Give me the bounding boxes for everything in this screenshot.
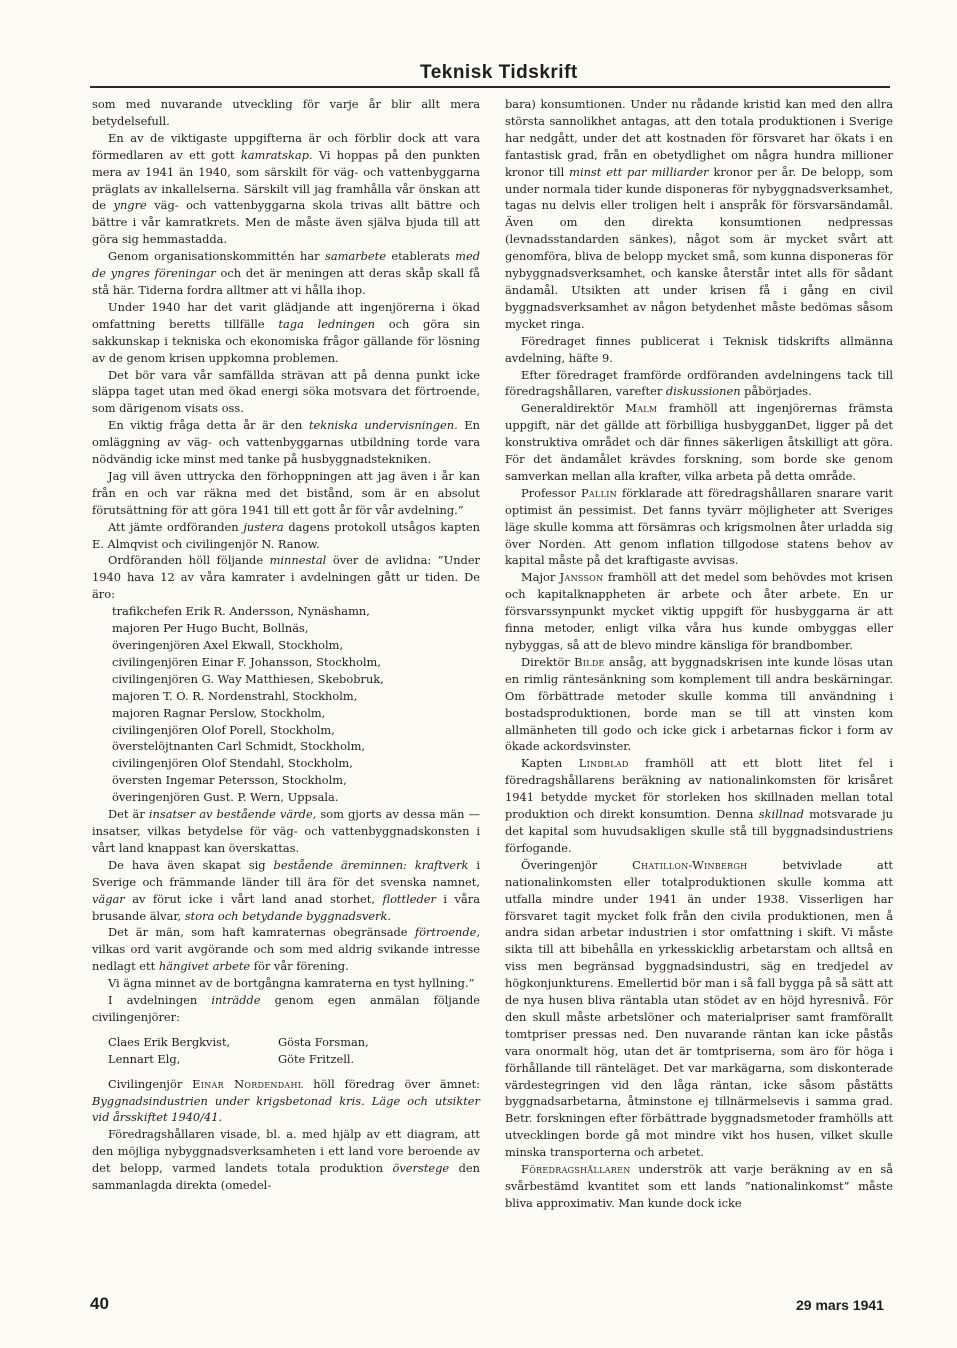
paragraph: Det är insatser av bestående värde, som gjorts av dessa män — insatser, vilkas betydelse för väg- och vattenbyggnadskonsten i vårt land knappast kan överskattas.	[92, 807, 480, 855]
paragraph: De hava även skapat sig bestående äreminnen: kraftverk i Sverige och främmande länder till ära för det svenska namnet, vägar av förut icke i vårt land anad storhet, flottleder i våra brusande älvar, stora och betydande byggnadsverk.	[92, 857, 481, 923]
journal-title: Teknisk Tidskrift	[420, 62, 578, 83]
paragraph: Det är män, som haft kamraternas obegränsade förtroende, vilkas ord varit avgörande och som med aldrig svikande intresse nedlagt ett hängivet arbete för vår förening.	[92, 925, 480, 974]
paragraph: Jag vill även uttrycka den förhoppningen att jag även i år kan från en och var räkna med det bistånd, som är en absolut förutsättning för att göra 1941 till ett gott år för vår avdelning.”	[92, 468, 480, 517]
left-column	[92, 96, 480, 1194]
issue-date: 29 mars 1941	[796, 1297, 884, 1313]
paragraph: Det bör vara vår samfällda strävan att på denna punkt icke släppa taget utan med ökad energi söka motsvara det förtroende, som därigenom visats oss.	[92, 367, 480, 416]
header-rule	[90, 86, 890, 88]
paragraph: Efter föredraget framförde ordföranden avdelningens tack till föredragshållaren, varefter diskussionen påbörjades.	[505, 367, 893, 399]
list-item: majoren T. O. R. Nordenstrahl, Stockholm,	[112, 688, 358, 703]
paragraph: bara) konsumtionen. Under nu rådande kristid kan med den allra största sannolikhet antagas, att den totala produktionen i Sverige har nedgått, under det att kostnaden för försvaret har ökats i en fantastisk grad, från en obetydlighet om några hundra millioner kronor till minst ett par milliarder kronor per år. De belopp, som under normala tider kunde disponeras för nybyggnadsverksamhet, tagas nu delvis eller troligen helt i anspråk för försvarsändamål. Även om den direkta konsumtionen nedpressas (levnadsstandarden sänkes), något som är mycket svårt att genomföra, bliva de belopp mycket små, som kunna disponeras för nybyggnadsverksamhet, och kanske återstår intet alls för sådant ändamål. Utsikten att under krisen få i gång en civil byggnadsverksamhet av någon betydenhet måste bedömas såsom mycket ringa.	[505, 97, 894, 331]
list-item: civilingenjören Olof Porell, Stockholm,	[112, 722, 335, 737]
paragraph: Under 1940 har det varit glädjande att ingenjörerna i ökad omfattning beretts tillfälle taga ledningen och göra sin sakkunskap i tekniska och ekonomiska frågor gällande för lösning av de genom krisen uppkomna problemen.	[92, 299, 480, 365]
right-column	[505, 96, 893, 1212]
paragraph: Föredraget finnes publicerat i Teknisk tidskrifts allmänna avdelning, häfte 9.	[505, 333, 893, 365]
list-item: översten Ingemar Petersson, Stockholm,	[112, 773, 347, 788]
list-item: Gösta Forsman,	[278, 1034, 369, 1049]
paragraph: En viktig fråga detta år är den tekniska undervisningen. En omläggning av väg- och vattenbyggarnas utbildning torde vara nödvändig icke minst med tanke på husbyggnadstekniken.	[92, 418, 481, 467]
paragraph: Professor Pallin förklarade att föredragshållaren snarare varit optimist än pessimist. Det fanns tyvärr möjligheter att Sveriges läge skulle komma att försämras och krigsmolnen åter urladda sig över Norden. Att genom inflation tillgodose statens behov av kapital måste på det kraftigaste avvisas.	[505, 485, 894, 568]
page-number: 40	[90, 1294, 109, 1313]
list-item: majoren Ragnar Perslow, Stockholm,	[112, 705, 326, 720]
list-item: civilingenjören Olof Stendahl, Stockholm,	[112, 756, 353, 771]
paragraph: Civilingenjör Einar Nordendahl höll föredrag över ämnet: Byggnadsindustrien under krigsbetonad kris. Läge och utsikter vid årsskiftet 1940/41.	[92, 1076, 480, 1125]
paragraph: Genom organisationskommittén har samarbete etablerats med de yngres föreningar och det är meningen att deras skåp skall få stå här. Tiderna fordra alltmer att vi hålla ihop.	[92, 249, 480, 297]
paragraph: Kapten Lindblad framhöll att ett blott litet fel i föredragshållarens beräkning av nationalinkomsten för krisåret 1941 betydde mycket för storleken hos skillnaden mellan total produktion och direkt konsumtion. Denna skillnad motsvarade ju det kapital som huvudsakligen skulle stå till byggnadsindustriens förfogande.	[505, 756, 893, 855]
deceased-list	[92, 603, 480, 806]
list-item: trafikchefen Erik R. Andersson, Nynäshamn,	[112, 604, 370, 619]
list-item: civilingenjören Einar F. Johansson, Stockholm,	[112, 654, 381, 669]
list-item: överingenjören Gust. P. Wern, Uppsala.	[112, 790, 339, 805]
list-item: majoren Per Hugo Bucht, Bollnäs,	[112, 621, 309, 636]
paragraph: Generaldirektör Malm framhöll att ingenjörernas främsta uppgift, när det gällde att förbilliga husbygganDet, ligger på det konstruktiva området och där finnes säkerligen åtskilligt att göra. För det ändamålet krävdes forskning, som borde ske genom samverkan mellan alla krafter, vilka arbeta på detta område.	[505, 401, 893, 483]
list-item: Claes Erik Bergkvist,	[108, 1034, 231, 1049]
list-item: överingenjören Axel Ekwall, Stockholm,	[112, 638, 344, 652]
paragraph: Föredragshållaren visade, bl. a. med hjälp av ett diagram, att den möjliga nybyggnadsverksamheten i ett land vore beroende av det belopp, varmed landets totala produktion överstege den sammanlagda direkta (omedel-	[92, 1127, 480, 1193]
paragraph: Föredragshållaren underströk att varje beräkning av en så svårbestämd kvantitet som ett lands ”nationalinkomst” måste bliva approximativ. Man kunde dock icke	[505, 1162, 893, 1210]
paragraph: Att jämte ordföranden justera dagens protokoll utsågos kapten E. Almqvist och civilingenjör N. Ranow.	[92, 519, 480, 551]
list-item: överstelöjtnanten Carl Schmidt, Stockholm,	[112, 739, 366, 754]
paragraph: Ordföranden höll följande minnestal över de avlidna: ”Under 1940 hava 12 av våra kamrater i avdelningen gått ur tiden. De äro:	[92, 553, 481, 602]
list-item: Lennart Elg,	[108, 1051, 181, 1066]
list-item: civilingenjören G. Way Matthiesen, Skebobruk,	[112, 671, 384, 686]
paragraph: Direktör Bilde ansåg, att byggnadskrisen inte kunde lösas utan en rimlig räntesänkning som komplement till andra beskärningar. Om förbättrade metoder skulle komma till användning i bostadsproduktionen, borde man se till att vinsten kom allmänheten till godo och icke gick i arbetarnas fickor i form av ökade ackordsvinster.	[505, 654, 893, 754]
paragraph: som med nuvarande utveckling för varje år blir allt mera betydelsefull.	[92, 97, 480, 128]
paragraph: Major Jansson framhöll att det medel som behövdes mot krisen och kapitalknappheten är arbete och åter arbete. En ur försvarssynpunkt mycket viktig uppgift för husbyggarna är att finna metoder, enligt vilka våra hus kunde ombyggas eller nybyggas, så att de blevo mindre känsliga för brandbomber.	[505, 570, 893, 652]
paragraph: Vi ägna minnet av de bortgångna kamraterna en tyst hyllning.”	[108, 976, 475, 991]
paragraph: En av de viktigaste uppgifterna är och förblir dock att vara förmedlaren av ett gott kamratskap. Vi hoppas på den punkten mera av 1941 än 1940, som särskilt för väg- och vattenbyggarna präglats av inkallelserna. Särskilt vill jag framhålla vår önskan att de yngre väg- och vattenbyggarna skola trivas allt bättre och bättre i vår kamratkrets. Men de måste även själva bjuda till att göra sig hemmastadda.	[92, 130, 481, 247]
paragraph: I avdelningen inträdde genom egen anmälan följande civilingenjörer:	[92, 993, 480, 1024]
new-members-list	[108, 1034, 480, 1068]
paragraph: Överingenjör Chatillon-Winbergh betvivlade att nationalinkomsten eller totalproduktionen skulle komma att utfalla mindre under 1941 än under 1938. Visserligen har försvaret tagit mycket folk från den civila produktionen, men å andra sidan arbetar industrien i stor omfattning i skift. Vi måste sikta till att bibehålla en yrkesskicklig arbetarstam och alltså en viss men begränsad byggnadsindustri, säg en tredjedel av högkonjunkturens. Emellertid bör man i så fall bygga på så sätt att de nya husen bliva räntabla utan stödet av en höjd hyresnivå. För den skull måste arbetslöner och materialpriser samt framförallt tomtpriser pressas ned. Den nuvarande räntan kan icke påstås vara onormalt hög, utan det är tomtpriserna, som äro för höga i förhållande till ränteläget. Det var markägarna, som diskonterade värdestegringen vid den låga räntan, icke såsom påstätts byggnadsarbetarna, åtminstone ej tillnärmelsevis i samma grad. Betr. forskningen efter förbättrade byggnadsmetoder framhölls att utvecklingen borde gå mot mindre vikt hos husen, vilket skulle minska transporterna och arbetet.	[505, 857, 893, 1160]
list-item: Göte Fritzell.	[278, 1051, 355, 1066]
